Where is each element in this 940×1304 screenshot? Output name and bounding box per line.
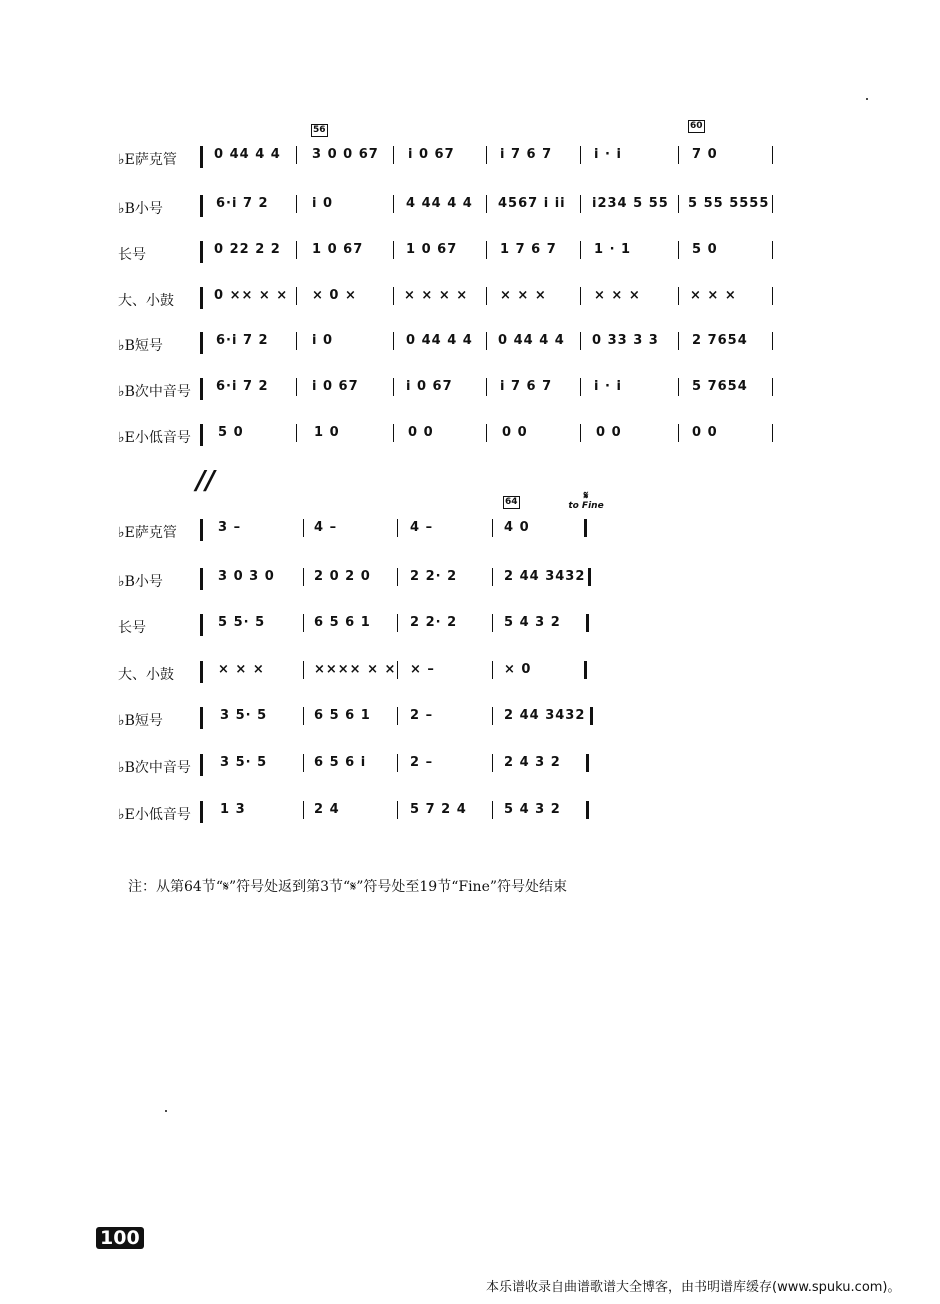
barline <box>678 195 679 213</box>
barline <box>772 241 773 259</box>
measure: 0 0 <box>596 425 622 440</box>
barline <box>486 287 487 305</box>
barline <box>303 568 304 586</box>
barline <box>393 241 394 259</box>
measure: 4567 i ii <box>498 196 566 211</box>
barline <box>393 424 394 442</box>
measure: 4 44 4 4 <box>406 196 473 211</box>
staff-row <box>0 704 940 734</box>
measure: 5 7 2 4 <box>410 802 467 817</box>
measure: 0 44 4 4 <box>406 333 473 348</box>
barline <box>397 707 398 725</box>
measure: 1 3 <box>220 802 246 817</box>
staff-brace <box>200 424 211 446</box>
measure: 3 5· 5 <box>220 755 268 770</box>
measure: 0 0 <box>408 425 434 440</box>
barline <box>772 378 773 396</box>
measure-number-60: 60 <box>690 121 703 131</box>
measure: 2 44 3432 <box>504 708 586 723</box>
measure: 0 0 <box>692 425 718 440</box>
measure: 2 2· 2 <box>410 569 458 584</box>
barline <box>397 519 398 537</box>
instrument-label: ♭B次中音号 <box>118 760 191 776</box>
stray-dot <box>165 1110 167 1112</box>
barline <box>492 568 493 586</box>
barline <box>492 519 493 537</box>
instrument-label: 长号 <box>118 620 146 636</box>
measure: × 0 × <box>312 288 357 303</box>
measure: 0 ×× × × <box>214 288 289 303</box>
staff-brace <box>200 661 211 683</box>
instrument-label: 大、小鼓 <box>118 293 174 309</box>
footnote: 注：从第64节“𝄋”符号处返到第3节“𝄋”符号处至19节“Fine”符号处结束 <box>128 879 568 895</box>
barline <box>393 195 394 213</box>
measure: 3 5· 5 <box>220 708 268 723</box>
staff-row <box>0 143 940 173</box>
barline <box>296 146 297 164</box>
measure: 4 – <box>314 520 338 535</box>
staff-brace <box>200 519 211 541</box>
measure: i 0 67 <box>312 379 359 394</box>
footer-source-text: 本乐谱收录自曲谱歌谱大全博客，由书明谱库缓存(www.spuku.com)。 <box>486 1280 901 1295</box>
staff-row <box>0 192 940 222</box>
staff-row <box>0 238 940 268</box>
staff-row <box>0 375 940 405</box>
measure: i 0 <box>312 333 334 348</box>
measure: 3 – <box>218 520 242 535</box>
measure: i234 5 55 <box>592 196 669 211</box>
stray-dot <box>866 98 868 100</box>
barline <box>678 287 679 305</box>
measure: i · i <box>594 147 622 162</box>
measure: 2 2· 2 <box>410 615 458 630</box>
staff-brace <box>200 195 211 217</box>
staff-row <box>0 329 940 359</box>
measure: 0 33 3 3 <box>592 333 659 348</box>
staff-brace <box>200 614 211 636</box>
barline <box>393 146 394 164</box>
measure: 4 – <box>410 520 434 535</box>
barline <box>678 146 679 164</box>
staff-row <box>0 516 940 546</box>
instrument-label: ♭B短号 <box>118 338 163 354</box>
barline <box>580 424 581 442</box>
barline <box>772 332 773 350</box>
measure: 5 4 3 2 <box>504 802 561 817</box>
staff-brace <box>200 332 211 354</box>
barline <box>580 378 581 396</box>
measure: 1 0 67 <box>406 242 458 257</box>
measure: 0 44 4 4 <box>214 147 281 162</box>
instrument-label: ♭E萨克管 <box>118 525 177 541</box>
measure: 0 44 4 4 <box>498 333 565 348</box>
final-barline <box>584 519 587 537</box>
final-barline <box>584 661 587 679</box>
instrument-label: ♭B短号 <box>118 713 163 729</box>
instrument-label: ♭B次中音号 <box>118 384 191 400</box>
staff-brace <box>200 287 211 309</box>
staff-brace <box>200 241 211 263</box>
measure: 1 7 6 7 <box>500 242 557 257</box>
barline <box>580 241 581 259</box>
barline <box>486 241 487 259</box>
barline <box>580 195 581 213</box>
barline <box>492 754 493 772</box>
barline <box>492 707 493 725</box>
measure: 1 · 1 <box>594 242 632 257</box>
instrument-label: ♭B小号 <box>118 201 163 217</box>
measure: 5 0 <box>218 425 244 440</box>
final-barline <box>586 801 589 819</box>
measure: 6·i 7 2 <box>216 196 269 211</box>
measure: i · i <box>594 379 622 394</box>
barline <box>303 519 304 537</box>
barline <box>492 801 493 819</box>
measure: 5 4 3 2 <box>504 615 561 630</box>
staff-brace <box>200 568 211 590</box>
final-barline <box>586 754 589 772</box>
measure: × × × <box>690 288 737 303</box>
staff-row <box>0 658 940 688</box>
barline <box>296 241 297 259</box>
barline <box>303 614 304 632</box>
final-barline <box>588 568 591 586</box>
barline <box>772 146 773 164</box>
barline <box>296 378 297 396</box>
barline <box>486 146 487 164</box>
staff-row <box>0 751 940 781</box>
measure: 2 44 3432 <box>504 569 586 584</box>
barline <box>486 332 487 350</box>
measure: 2 4 <box>314 802 340 817</box>
page-number: 100 <box>96 1227 144 1249</box>
staff-row <box>0 421 940 451</box>
measure: × – <box>410 662 435 677</box>
barline <box>393 332 394 350</box>
barline <box>580 332 581 350</box>
barline <box>296 195 297 213</box>
barline <box>296 332 297 350</box>
barline <box>492 661 493 679</box>
instrument-label: ♭E小低音号 <box>118 430 191 446</box>
measure: 4 0 <box>504 520 530 535</box>
staff-brace <box>200 146 211 168</box>
instrument-label: ♭E萨克管 <box>118 152 177 168</box>
measure-number-56: 56 <box>313 125 326 135</box>
barline <box>772 424 773 442</box>
measure: 5 55 5555 <box>688 196 770 211</box>
measure: 6 5 6 i <box>314 755 367 770</box>
staff-brace <box>200 378 211 400</box>
measure: 7 0 <box>692 147 718 162</box>
barline <box>486 378 487 396</box>
measure: i 7 6 7 <box>500 147 553 162</box>
staff-row <box>0 284 940 314</box>
barline <box>397 661 398 679</box>
measure: i 0 67 <box>408 147 455 162</box>
final-barline <box>586 614 589 632</box>
instrument-label: ♭E小低音号 <box>118 807 191 823</box>
barline <box>296 424 297 442</box>
instrument-label: 大、小鼓 <box>118 667 174 683</box>
barline <box>486 424 487 442</box>
measure: 0 0 <box>502 425 528 440</box>
measure: × × × × <box>404 288 469 303</box>
barline <box>397 754 398 772</box>
barline <box>678 424 679 442</box>
to-fine-text: to Fine <box>568 501 604 511</box>
staff-brace <box>200 801 211 823</box>
barline <box>678 241 679 259</box>
final-barline <box>590 707 593 725</box>
instrument-label: 长号 <box>118 247 146 263</box>
measure: 6 5 6 1 <box>314 615 371 630</box>
staff-row <box>0 798 940 828</box>
barline <box>397 568 398 586</box>
measure: 2 4 3 2 <box>504 755 561 770</box>
barline <box>772 287 773 305</box>
segno-marking <box>566 490 606 512</box>
measure: × 0 <box>504 662 532 677</box>
barline <box>772 195 773 213</box>
barline <box>296 287 297 305</box>
staff-row <box>0 565 940 595</box>
measure: 5 7654 <box>692 379 748 394</box>
measure: i 0 <box>312 196 334 211</box>
barline <box>303 801 304 819</box>
barline <box>397 801 398 819</box>
staff-brace <box>200 707 211 729</box>
barline <box>303 707 304 725</box>
measure: × × × <box>594 288 641 303</box>
measure: 3 0 0 67 <box>312 147 379 162</box>
barline <box>678 332 679 350</box>
measure: × × × <box>218 662 265 677</box>
barline <box>492 614 493 632</box>
barline <box>678 378 679 396</box>
measure: 1 0 67 <box>312 242 364 257</box>
measure: i 7 6 7 <box>500 379 553 394</box>
instrument-label: ♭B小号 <box>118 574 163 590</box>
measure: 3 0 3 0 <box>218 569 275 584</box>
measure: 2 – <box>410 708 434 723</box>
measure: 6 5 6 1 <box>314 708 371 723</box>
measure: 6·i 7 2 <box>216 379 269 394</box>
barline <box>303 754 304 772</box>
barline <box>486 195 487 213</box>
barline <box>580 146 581 164</box>
segno-icon: 𝄋 <box>583 489 589 502</box>
measure: ×××× × × <box>314 662 397 677</box>
measure: 2 0 2 0 <box>314 569 371 584</box>
barline <box>393 287 394 305</box>
barline <box>580 287 581 305</box>
measure: 5 0 <box>692 242 718 257</box>
measure: i 0 67 <box>406 379 453 394</box>
measure: 2 7654 <box>692 333 748 348</box>
staff-row <box>0 611 940 641</box>
measure: × × × <box>500 288 547 303</box>
measure: 2 – <box>410 755 434 770</box>
measure: 0 22 2 2 <box>214 242 281 257</box>
measure: 1 0 <box>314 425 340 440</box>
measure: 6·i 7 2 <box>216 333 269 348</box>
measure: 5 5· 5 <box>218 615 266 630</box>
barline <box>393 378 394 396</box>
staff-brace <box>200 754 211 776</box>
barline <box>303 661 304 679</box>
system-separator: // <box>196 466 215 496</box>
measure-number-64: 64 <box>505 497 518 507</box>
barline <box>397 614 398 632</box>
